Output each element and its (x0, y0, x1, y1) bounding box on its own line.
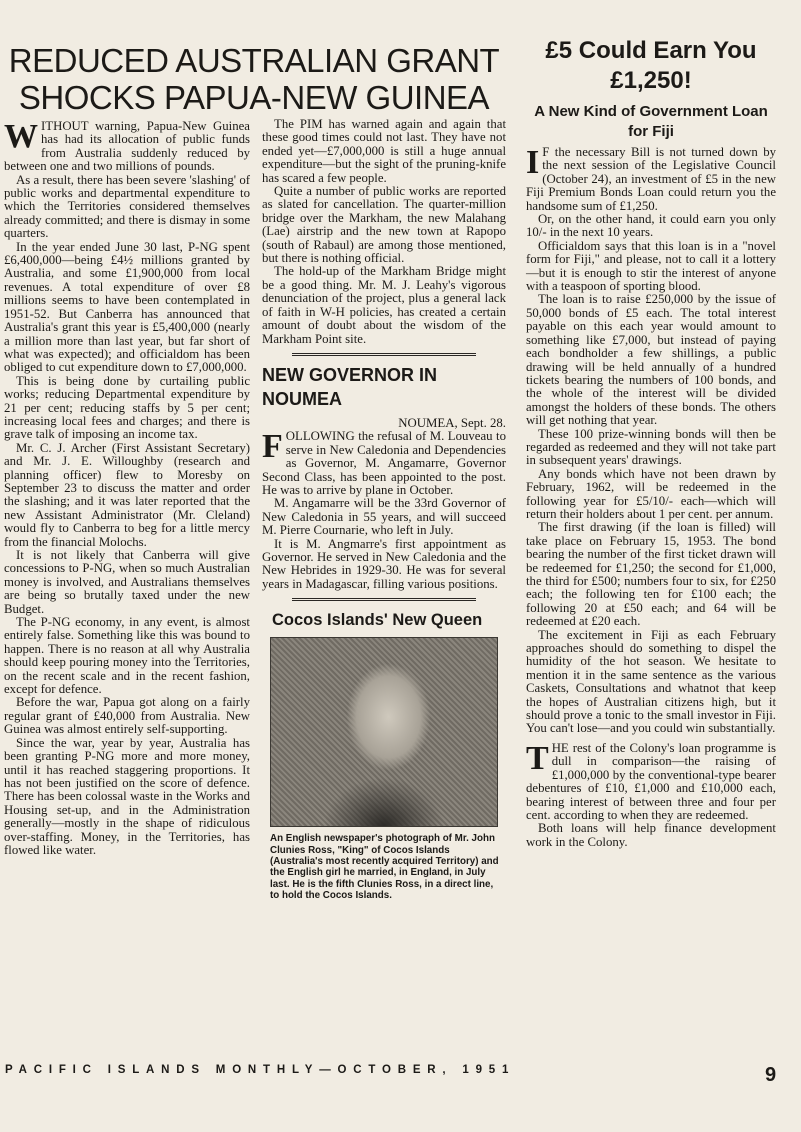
paragraph: The P-NG economy, in any event, is almost entirely false. Something like this was bound to happen. There is no reason at all why Australia should keep pouring money into the Territories, on the recent scale and in the recent fashion, except for defence. (4, 615, 250, 697)
paragraph: Or, on the other hand, it could earn you only 10/- in the next 10 years. (526, 212, 776, 240)
dateline: NOUMEA, Sept. 28. (398, 415, 506, 430)
main-headline: REDUCED AUSTRALIAN GRANT SHOCKS PAPUA-NEW GUINEA (8, 42, 500, 116)
photo-headline: Cocos Islands' New Queen (272, 611, 483, 630)
paragraph: The loan is to raise £250,000 by the issue of 50,000 bonds of £5 each. The total interest payable on this each year would amount to something like £7,000, but instead of paying each bondholder a few shillings, a public drawing will be held annually of a hundred tickets bearing the numbers of 100 bonds, and the whole of the interest will be divided amongst the holders of these bonds. The others will get nothing that year. (526, 292, 776, 428)
fiji-headline: £5 Could Earn You £1,250! (545, 37, 757, 94)
photograph (270, 637, 498, 827)
paragraph: As a result, there has been severe 'slashing' of public works and departmental expenditure to which the Territories considered themselves already committed; and there is dismay in some quarters. (4, 172, 250, 241)
paragraph: M. Angamarre will be the 33rd Governor of New Caledonia in 55 years, and will succeed M. Pierre Cournarie, who left in July. (262, 496, 506, 538)
drop-cap: F (262, 428, 283, 466)
paragraph: WITHOUT warning, Papua-New Guinea has had its allocation of public funds from Australia suddenly reduced by between one and two millions of pounds. (4, 118, 250, 174)
drop-cap: T (526, 739, 549, 777)
drop-cap: W (4, 118, 38, 155)
divider-rule (292, 598, 476, 601)
fiji-subheadline: A New Kind of Government Loan for Fiji (534, 103, 768, 140)
page-number: 9 (765, 1064, 777, 1086)
divider-rule (292, 353, 476, 356)
paragraph: The excitement in Fiji as each February approaches should do something to dispel the humidity of the hot season. We hesitate to mention it in the same sentence as the various Caskets, Consultations and whatnot that keep the hopes of Australian citizens high, but it should prove a tonic to the small investor in Fiji. You can't lose—and you could win substantially. (526, 627, 776, 736)
paragraph: This is being done by curtailing public works; reducing Departmental expenditure by 21 per cent; reducing staffs by 5 per cent; increasing local fees and charges; and there is grave talk of imposing an income tax. (4, 373, 250, 442)
paragraph: It is not likely that Canberra will give concessions to P-NG, when so much Australian money is involved, and Australians themselves are being so brutally taxed under the new Budget. (4, 548, 250, 616)
paragraph: Any bonds which have not been drawn by February, 1962, will be redeemed in the following year for £5/10/- each—which will return their holders about 1 per cent. per annum. (526, 466, 776, 521)
paragraph: In the year ended June 30 last, P-NG spent £6,400,000—being £4½ millions granted by Australia, and some £1,900,000 from local revenues. A total expenditure of over £8 millions seems to have been contemplated in 1951-52. But Canberra has announced that Australia's grant this year is £5,400,000 (nearly a million more than last year, but far short of what was expected); and officialdom has been obliged to cut expenditure down to £7,000,000. (4, 239, 250, 375)
paragraph: The first drawing (if the loan is filled) will take place on February 15, 1953. The bond bearing the number of the first ticket drawn will be redeemed for £1,250; the second for £1,000, the third for £500; numbers four to six, for £250 each; the following ten for £100 each; the following 20 at £50 each; and 64 will be redeemed at £20 each. (526, 520, 776, 629)
paragraph: Both loans will help finance development work in the Colony. (526, 821, 776, 849)
paragraph: FOLLOWING the refusal of M. Louveau to serve in New Caledonia and Dependencies as Governor, M. Angamarre, Governor Second Class, has been appointed to the post. He was to arrive by plane in October. (262, 428, 506, 497)
page-footer: PACIFIC ISLANDS MONTHLY—OCTOBER, 1951 (5, 1064, 516, 1076)
noumea-headline: NEW GOVERNOR IN NOUMEA (262, 364, 438, 409)
paragraph: Before the war, Papua got along on a fairly regular grant of £40,000 from Australia. New Guinea was almost entirely self-supporting. (4, 695, 250, 737)
photo-caption: An English newspaper's photograph of Mr. John Clunies Ross, "King" of Cocos Islands (Australia's most recently acquired Territory) and the English girl he married, in England, in July last. He is the fifth Clunies Ross, in a direct line, to hold the Cocos Islands. (270, 833, 499, 902)
paragraph: Mr. C. J. Archer (First Assistant Secretary) and Mr. J. E. Willoughby (research and planning officer) flew to Moresby on September 23 to discuss the matter and order the slashing; and it was later reported that the new Assistant Administrator (Mr. Cleland) would fly to Canberra to beg for a little mercy from the financial Molochs. (4, 440, 250, 549)
article-fiji-loan (526, 36, 776, 849)
paragraph: It is M. Angmarre's first appointment as Governor. He served in New Caledonia and the New Hebrides in 1929-30. He was for several years in Madagascar, filling various positions. (262, 536, 506, 591)
paragraph: The PIM has warned again and again that these good times could not last. They have not ended yet—£7,000,000 is still a huge annual expenditure—but the sight of the pruning-knife has scared a few people. (262, 117, 506, 185)
column-middle (262, 118, 506, 902)
paragraph: THE rest of the Colony's loan programme is dull in comparison—the raising of £1,000,000 by the conventional-type bearer debentures of £10, £1,000 and £10,000 each, bearing interest of between three and four per cent. according to when they are redeemed. (526, 739, 776, 822)
paragraph: I F the necessary Bill is not turned down by the next session of the Legislative Council (October 24), an investment of £5 in the new Fiji Premium Bonds Loan could return you the handsome sum of £1,250. (526, 144, 776, 213)
paragraph: The hold-up of the Markham Bridge might be a good thing. Mr. M. J. Leahy's vigorous denunciation of the project, plus a general lack of faith in W-H policies, has created a certain amount of doubt about the wisdom of the Markham Point site. (262, 264, 506, 346)
paragraph: These 100 prize-winning bonds will then be regarded as redeemed and they will not take part in subsequent years' drawings. (526, 426, 776, 468)
paragraph: Officialdom says that this loan is in a "novel form for Fiji," and please, not to call it a lottery—but it is enough to stir the interest of anyone with a teaspoon of sporting blood. (526, 238, 776, 294)
paragraph: Since the war, year by year, Australia has been granting P-NG more and more money, until it has reached staggering proportions. It has not been justified on the score of defence. There has been colossal waste in the Works and Housing set-up, and in the Administration generally—mostly in the shape of ridiculous over-staffing. Money, in the Territories, has flowed like water. (4, 735, 250, 857)
paragraph: Quite a number of public works are reported as slated for cancellation. The quarter-million bridge over the Markham, the new Malahang (Lae) airstrip and the new town at Rapopo (south of Rabaul) are among those mentioned, but there is nothing official. (262, 184, 506, 266)
drop-cap: I (526, 144, 540, 181)
article-reduced-grant (4, 120, 250, 857)
